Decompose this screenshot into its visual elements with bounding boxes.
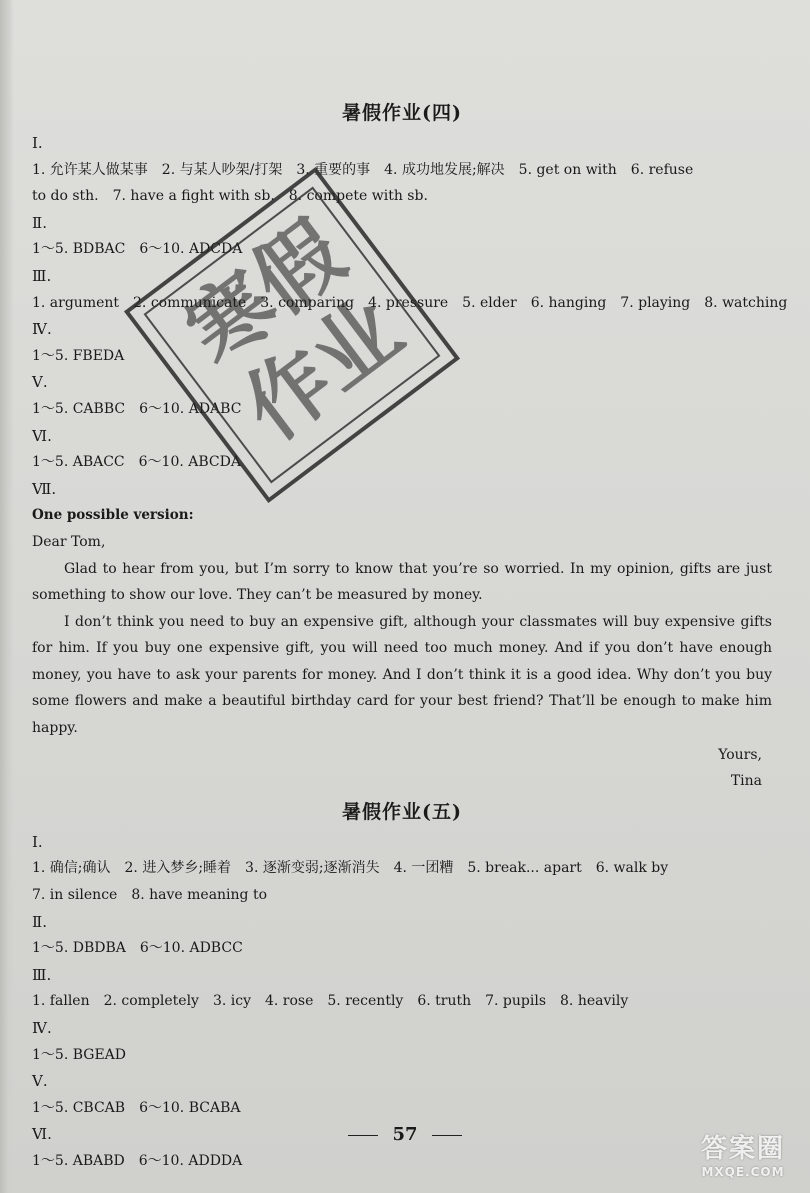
section-heading: Ⅰ. xyxy=(32,832,43,851)
section-heading: Ⅵ. xyxy=(32,1125,52,1144)
page-edge-shadow xyxy=(0,0,14,1193)
section-title: 暑假作业(四) xyxy=(342,102,462,124)
answer-line: 1. fallen 2. completely 3. icy 4. rose 5. recently 6. truth 7. pupils 8. heavily xyxy=(32,993,629,1010)
section-heading: Ⅳ. xyxy=(32,320,52,339)
section-heading: Ⅱ. xyxy=(32,213,47,232)
answer-line: 1～5. BDBAC 6～10. ADCDA xyxy=(32,241,243,258)
letter-signature: Tina xyxy=(730,773,762,790)
answer-line: 1. argument 2. communicate 3. comparing 4. pressure 5. elder 6. hanging 7. playing 8. watching xyxy=(32,294,788,311)
section-heading: Ⅲ. xyxy=(32,266,52,285)
answer-line: 1～5. CBCAB 6～10. BCABA xyxy=(32,1099,241,1116)
watermark-title: 答案圈 xyxy=(700,1134,785,1164)
stamp-char: 业 xyxy=(293,279,420,409)
page-number-dash xyxy=(432,1135,462,1136)
version-label: One possible version: xyxy=(32,507,194,524)
watermark-logo xyxy=(688,1128,798,1188)
answer-line: 1～5. FBEDA xyxy=(32,347,125,364)
page-number-text: 57 xyxy=(392,1124,418,1145)
section-heading: Ⅶ. xyxy=(32,479,57,498)
letter-paragraph: Glad to hear from you, but I’m sorry to know that you’re so worried. In my opinion, gifts are just something to show our love. They can’t be measured by money. xyxy=(32,560,772,604)
answer-line: 1～5. DBDBA 6～10. ADBCC xyxy=(32,940,243,957)
document-content xyxy=(32,96,788,1175)
section-heading: Ⅱ. xyxy=(32,912,47,931)
page-number-dash xyxy=(348,1135,378,1136)
answer-line: to do sth. 7. have a fight with sb. 8. compete with sb. xyxy=(32,188,428,205)
stamp-char: 假 xyxy=(235,202,362,332)
watermark-url: MXQE.COM xyxy=(701,1165,785,1179)
answer-line: 1. 确信;确认 2. 进入梦乡;睡着 3. 逐渐变弱;逐渐消失 4. 一团糟 5. break... apart 6. walk by xyxy=(32,860,669,877)
section-heading: Ⅳ. xyxy=(32,1019,52,1037)
section-heading: Ⅰ. xyxy=(32,134,43,152)
section-heading: Ⅲ. xyxy=(32,965,52,984)
letter-paragraph: I don’t think you need to buy an expensive gift, although your classmates will buy expensive gifts for him. If you buy one expensive gift, you will need too much money. And if you don’t have enough money, you have to ask your parents for money. And I don’t think it is a good idea. Why don’t you buy some flowers and make a beautiful birthday card for your best friend? That’ll be enough to make him happy. xyxy=(32,613,772,737)
section-title: 暑假作业(五) xyxy=(342,800,462,823)
answer-line: 1. 允许某人做某事 2. 与某人吵架/打架 3. 重要的事 4. 成功地发展;解决 5. get on with 6. refuse xyxy=(32,161,694,178)
letter-closing: Yours, xyxy=(718,746,762,763)
section-heading: Ⅴ. xyxy=(32,1072,48,1091)
stamp-char: 寒 xyxy=(168,253,295,383)
answer-line: 1～5. ABACC 6～10. ABCDA xyxy=(32,454,241,471)
answer-line: 1～5. BGEAD xyxy=(32,1046,127,1063)
answer-line: 7. in silence 8. have meaning to xyxy=(32,887,268,904)
answer-line: 1～5. CABBC 6～10. ADABC xyxy=(32,400,242,417)
stamp-char: 作 xyxy=(226,330,353,460)
section-heading: Ⅵ. xyxy=(32,426,52,445)
answer-line: 1～5. ABABD 6～10. ADDDA xyxy=(32,1152,243,1169)
section-heading: Ⅴ. xyxy=(32,373,48,392)
letter-greeting: Dear Tom, xyxy=(32,533,106,550)
